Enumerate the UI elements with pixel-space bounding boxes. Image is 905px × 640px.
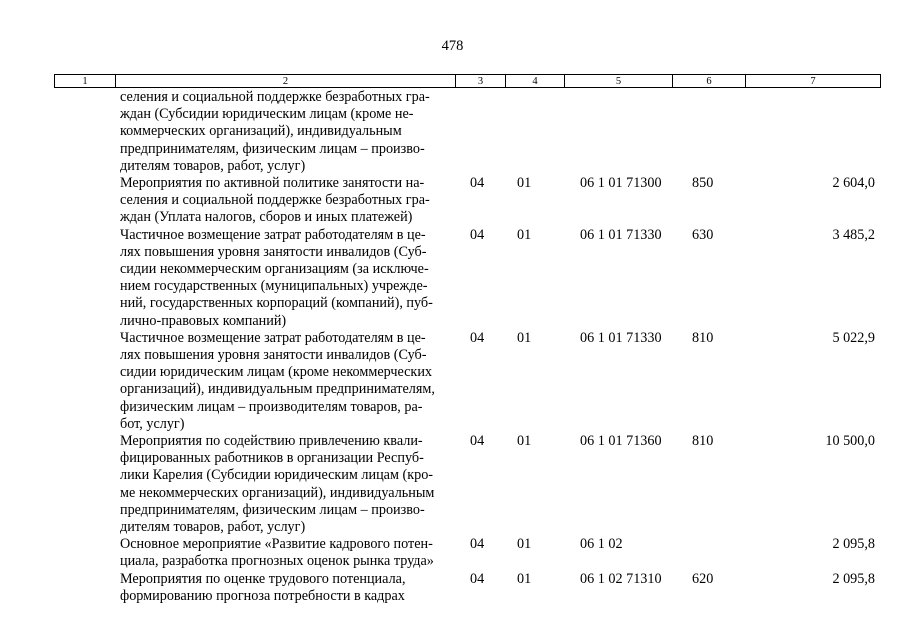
table-row — [0, 571, 905, 605]
section-code: 04 — [470, 433, 485, 450]
description-line: Мероприятия по активной политике занятости на- — [120, 175, 425, 192]
description-line: сидии юридическим лицам (кроме некоммерческих — [120, 364, 433, 381]
row-description — [120, 175, 458, 227]
description-line: лях повышения уровня занятости инвалидов (Суб- — [120, 243, 427, 260]
description-line: Частичное возмещение затрат работодателям в це- — [120, 226, 426, 243]
section-code: 04 — [470, 175, 485, 192]
description-line: Мероприятия по оценке трудового потенциала, — [120, 570, 406, 587]
column-header-6: 6 — [673, 75, 746, 88]
description-line: циала, разработка прогнозных оценок рынка труда» — [120, 553, 434, 570]
subsection-code: 01 — [517, 536, 532, 553]
row-description — [120, 571, 458, 605]
section-code: 04 — [470, 226, 485, 243]
description-line: Основное мероприятие «Развитие кадрового потен- — [120, 536, 433, 553]
description-line: ме некоммерческих организаций), индивидуальным — [120, 484, 435, 501]
amount: 2 095,8 — [832, 570, 875, 587]
target-article-code: 06 1 01 71300 — [580, 175, 662, 192]
description-line: селения и социальной поддержке безработных гра- — [120, 89, 430, 105]
description-line: Мероприятия по содействию привлечению квали- — [120, 433, 423, 450]
column-header-2: 2 — [116, 75, 456, 88]
description-line: предпринимателям, физическим лицам – произво- — [120, 501, 425, 518]
description-line: дителям товаров, работ, услуг) — [120, 157, 306, 174]
target-article-code: 06 1 02 71310 — [580, 570, 662, 587]
table-row — [0, 175, 905, 227]
subsection-code: 01 — [517, 226, 532, 243]
amount: 10 500,0 — [825, 433, 875, 450]
budget-rows — [0, 89, 905, 605]
subsection-code: 01 — [517, 329, 532, 346]
target-article-code: 06 1 01 71330 — [580, 226, 662, 243]
description-line: селения и социальной поддержке безработных гра- — [120, 192, 430, 209]
subsection-code: 01 — [517, 175, 532, 192]
table-row — [0, 433, 905, 536]
description-line: ний, государственных корпораций (компаний), пуб- — [120, 295, 433, 312]
expense-type-code: 810 — [692, 433, 714, 450]
subsection-code: 01 — [517, 570, 532, 587]
table-row — [0, 227, 905, 330]
column-header-3: 3 — [456, 75, 506, 88]
description-line: бот, услуг) — [120, 415, 185, 432]
row-description — [120, 89, 458, 175]
table-row — [0, 536, 905, 570]
description-line: ждан (Субсидии юридическим лицам (кроме не- — [120, 106, 414, 123]
description-line: сидии некоммерческим организациям (за исключе- — [120, 261, 429, 278]
amount: 2 095,8 — [832, 536, 875, 553]
amount: 3 485,2 — [832, 226, 875, 243]
subsection-code: 01 — [517, 433, 532, 450]
table-row — [0, 330, 905, 433]
description-line: нием государственных (муниципальных) учрежде- — [120, 278, 428, 295]
column-header-7: 7 — [746, 75, 881, 88]
description-line: формированию прогноза потребности в кадрах — [120, 587, 405, 604]
row-description — [120, 330, 458, 433]
description-line: коммерческих организаций), индивидуальным — [120, 123, 402, 140]
row-description — [120, 536, 458, 570]
description-line: дителям товаров, работ, услуг) — [120, 519, 306, 536]
amount: 5 022,9 — [832, 329, 875, 346]
target-article-code: 06 1 01 71360 — [580, 433, 662, 450]
expense-type-code: 620 — [692, 570, 714, 587]
target-article-code: 06 1 02 — [580, 536, 623, 553]
description-line: организаций), индивидуальным предпринимателям, — [120, 381, 435, 398]
description-line: предпринимателям, физическим лицам – произво- — [120, 140, 425, 157]
column-header-4: 4 — [506, 75, 565, 88]
column-header-1: 1 — [55, 75, 116, 88]
column-header-table — [54, 74, 881, 88]
expense-type-code: 850 — [692, 175, 714, 192]
description-line: физическим лицам – производителям товаров, ра- — [120, 398, 423, 415]
column-header-row — [55, 75, 881, 88]
amount: 2 604,0 — [832, 175, 875, 192]
description-line: фицированных работников в организации Респуб- — [120, 450, 424, 467]
table-row — [0, 89, 905, 175]
row-description — [120, 433, 458, 536]
description-line: лично-правовых компаний) — [120, 312, 287, 329]
section-code: 04 — [470, 570, 485, 587]
section-code: 04 — [470, 329, 485, 346]
description-line: лях повышения уровня занятости инвалидов (Суб- — [120, 347, 427, 364]
description-line: ждан (Уплата налогов, сборов и иных платежей) — [120, 209, 413, 226]
expense-type-code: 630 — [692, 226, 714, 243]
target-article-code: 06 1 01 71330 — [580, 329, 662, 346]
row-description — [120, 227, 458, 330]
column-header-5: 5 — [565, 75, 673, 88]
section-code: 04 — [470, 536, 485, 553]
expense-type-code: 810 — [692, 329, 714, 346]
description-line: лики Карелия (Субсидии юридическим лицам (кро- — [120, 467, 434, 484]
description-line: Частичное возмещение затрат работодателям в це- — [120, 329, 426, 346]
page-number: 478 — [441, 38, 464, 54]
